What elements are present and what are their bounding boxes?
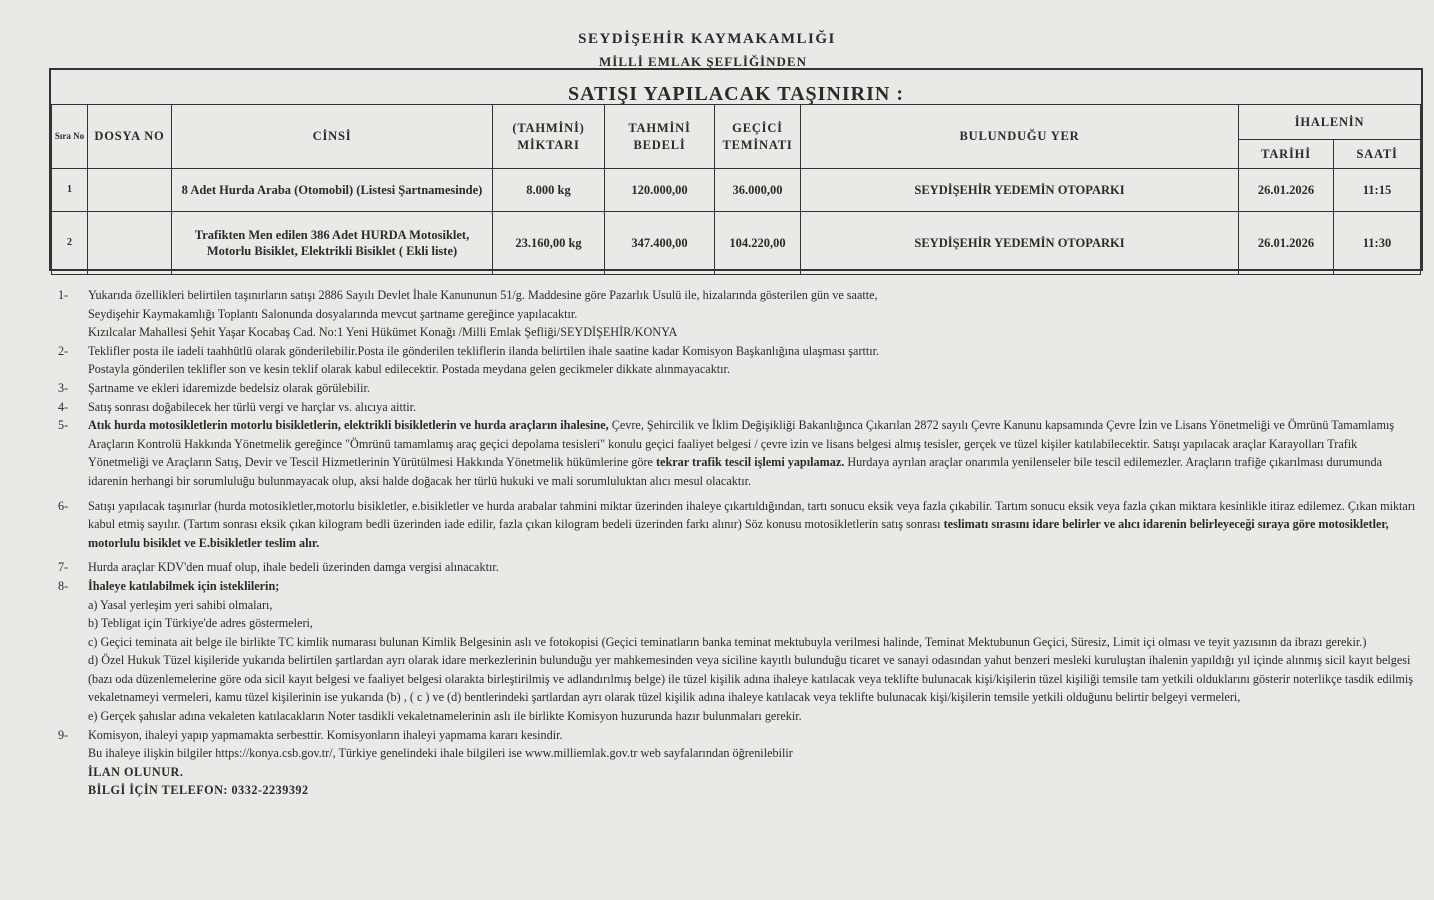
cell-miktar: 8.000 kg — [493, 169, 605, 212]
contact-phone: BİLGİ İÇİN TELEFON: 0332-2239392 — [88, 783, 309, 798]
col-sira: Sıra No — [52, 105, 88, 169]
note-number: 4- — [58, 399, 69, 414]
sale-table — [51, 104, 1421, 275]
cell-dosya — [88, 169, 172, 212]
cell-yer: SEYDİŞEHİR YEDEMİN OTOPARKI — [801, 169, 1239, 212]
col-dosya: DOSYA NO — [88, 105, 172, 169]
note-7 — [58, 558, 1420, 577]
note-8-e: e) Gerçek şahıslar adına vekaleten katılacakların Noter tasdikli vekaletnamelerinin aslı ile birlikte Komisyon huzurunda hazır bulunmaları gerekir. — [88, 709, 802, 724]
col-teminat: GEÇİCİ TEMİNATI — [715, 105, 801, 169]
cell-teminat: 104.220,00 — [715, 212, 801, 275]
cell-saat: 11:15 — [1334, 169, 1421, 212]
note-text: Hurdaya ayrılan araçlar onarımla yenilenseler bile tescil edilemezler. Araçların trafiğe çıkarılması durumunda idarenin herhangi bir sorumluluğu bulunmayacak olup, aksi halde doğacak her türlü hukuki ve mali sorumluluktan alıcı mesul olacaktır. — [88, 455, 1382, 488]
note-line: Satış sonrası doğabilecek her türlü vergi ve harçlar vs. alıcıya aittir. — [88, 399, 417, 414]
note-text: Çevre, Şehircilik ve İklim Değişikliği Bakanlığınca Çıkarılan 2872 sayılı Çevre Kanunu kapsamında Çevre İzin ve Lisans Yönetmeliği ve Ömrünü Tamamlamış Araçların Kontrolü Hakkında Yönetmelik gereğince "Ömrünü tamamlamış araç geçici depolama tesisleri" konulu geçici faaliyet belgesi / çevre izin ve lisans belgesi almış tesisler, gerçek ve tüzel kişiler katılabilecektir. Satışı yapılacak araçlar Karayolları Trafik Yönetmeliği ve Araçların Satış, Devir ve Tescil Hizmetlerinin Yürütülmesi Hakkında Yönetmelik hükümlerine göre — [88, 418, 1395, 470]
note-text: Satışı yapılacak taşınırlar (hurda motosikletler,motorlu bisikletler, e.bisikletler ve hurda arabalar tahmini miktar üzerinden ihaleye çıkartıldığından, tartı sonucu eksik veya fazla çıkabilir. Tartım sonucu eksik veya fazla çıkan miktara kesinlikle itiraz edilemez. Çıkan miktarı kabul etmiş sayılır. (Tartım sonrası eksik çıkan kilogram bedli üzerinden iade edilir, fazla çıkan kilogram bedeli üzerinden farkı alınır) Söz konusu motosikletlerin satış sonrası — [88, 498, 1416, 532]
note-line: Hurda araçlar KDV'den muaf olup, ihale bedeli üzerinden damga vergisi alınacaktır. — [88, 560, 499, 575]
note-line: Yukarıda özellikleri belirtilen taşınırların satışı 2886 Sayılı Devlet İhale Kanununun 51/g. Maddesine göre Pazarlık Usulü ile, hizalarında gösterilen gün ve saatte, — [88, 288, 878, 302]
cell-tarih: 26.01.2026 — [1239, 212, 1334, 275]
cell-sira: 1 — [52, 169, 88, 212]
note-6 — [58, 497, 1420, 553]
note-paragraph — [88, 497, 1420, 553]
note-8-b: b) Tebligat için Türkiye'de adres göstermeleri, — [88, 616, 313, 631]
note-line: İhaleye katılabilmek için isteklilerin; — [88, 578, 280, 593]
note-number: 6- — [58, 498, 69, 513]
note-line: Komisyon, ihaleyi yapıp yapmamakta serbesttir. Komisyonların ihaleyi yapmama kararı kesindir. — [88, 727, 563, 742]
header-office: SEYDİŞEHİR KAYMAKAMLIĞI — [578, 31, 836, 47]
col-cinsi: CİNSİ — [172, 105, 493, 169]
table-title: SATIŞI YAPILACAK TAŞINIRIN : — [567, 83, 905, 105]
note-number: 9- — [58, 727, 69, 742]
col-yer: BULUNDUĞU YER — [801, 105, 1239, 169]
cell-dosya — [88, 212, 172, 275]
cell-cinsi: Trafikten Men edilen 386 Adet HURDA Motosiklet, Motorlu Bisiklet, Elektrikli Bisiklet ( Ekli liste) — [172, 212, 493, 275]
cell-yer: SEYDİŞEHİR YEDEMİN OTOPARKI — [801, 212, 1239, 275]
col-saat: SAATİ — [1334, 140, 1421, 169]
col-tarih: TARİHİ — [1239, 140, 1334, 169]
cell-tarih: 26.01.2026 — [1239, 169, 1334, 212]
note-2 — [58, 342, 1420, 379]
note-line: Postayla gönderilen teklifler son ve kesin teklif olarak kabul edilecektir. Postada meydana gelen gecikmeler dikkate alınmayacaktır. — [88, 362, 730, 377]
col-ihale: İHALENİN — [1239, 105, 1421, 140]
note-emphasis: tekrar trafik tescil işlemi yapılamaz. — [655, 455, 845, 470]
note-line: Şartname ve ekleri idaremizde bedelsiz olarak görülebilir. — [88, 380, 370, 395]
note-line: Kızılcalar Mahallesi Şehit Yaşar Kocabaş Cad. No:1 Yeni Hükümet Konağı /Milli Emlak Şefliği/SEYDİŞEHİR/KONYA — [88, 325, 678, 340]
note-8 — [58, 577, 1420, 726]
note-emphasis: teslimatı sırasını idare belirler ve alıcı idarenin belirleyeceği sıraya göre motosikletler, motorlulu bisiklet ve E.bisikletler teslim alır. — [88, 517, 1389, 550]
ilan-olunur: İLAN OLUNUR. — [88, 764, 184, 779]
note-9 — [58, 726, 1420, 800]
note-number: 2- — [58, 343, 69, 358]
col-bedel: TAHMİNİ BEDELİ — [605, 105, 715, 169]
cell-bedel: 120.000,00 — [605, 169, 715, 212]
note-paragraph — [88, 416, 1420, 490]
sale-table-frame — [49, 68, 1423, 271]
note-1 — [58, 286, 1420, 342]
note-8-a: a) Yasal yerleşim yeri sahibi olmaları, — [88, 597, 273, 612]
note-number: 3- — [58, 380, 69, 395]
cell-bedel: 347.400,00 — [605, 212, 715, 275]
note-3 — [58, 379, 1420, 398]
header-department: MİLLİ EMLAK ŞEFLİĞİNDEN — [599, 54, 807, 69]
table-row — [52, 212, 1421, 275]
cell-saat: 11:30 — [1334, 212, 1421, 275]
note-line: Seydişehir Kaymakamlığı Toplantı Salonunda dosyalarında mevcut şartname gereğince yapılacaktır. — [88, 306, 578, 321]
note-line: Teklifler posta ile iadeli taahhütlü olarak gönderilebilir.Posta ile gönderilen tekliflerin ilanda belirtilen ihale saatine kadar Komisyon Başkanlığına ulaşması şarttır. — [88, 343, 880, 358]
cell-teminat: 36.000,00 — [715, 169, 801, 212]
info-line: Bu ihaleye ilişkin bilgiler https://konya.csb.gov.tr/, Türkiye genelindeki ihale bilgileri ise www.milliemlak.gov.tr web sayfalarından öğrenilebilir — [88, 746, 793, 761]
table-row — [52, 169, 1421, 212]
note-number: 1- — [58, 288, 69, 302]
note-number: 5- — [58, 418, 69, 433]
note-8-c: c) Geçici teminata ait belge ile birlikte TC kimlik numarası bulunan Kimlik Belgesinin aslı ve fotokopisi (Geçici teminatların banka teminat mektubuyla verilmesi halinde, Teminat Mektubunun Geçici, Süresiz, Limit içi olması ve teyit yazısının da ibrazı gerekir.) — [88, 634, 1367, 649]
conditions-list — [58, 286, 1420, 800]
note-number: 7- — [58, 560, 69, 575]
cell-sira: 2 — [52, 212, 88, 275]
note-emphasis: Atık hurda motosikletlerin motorlu bisikletlerin, elektrikli bisikletlerin ve hurda araçların ihalesine, — [88, 418, 609, 433]
note-5 — [58, 416, 1420, 490]
note-4 — [58, 398, 1420, 417]
cell-cinsi: 8 Adet Hurda Araba (Otomobil) (Listesi Şartnamesinde) — [172, 169, 493, 212]
note-8-d: d) Özel Hukuk Tüzel kişileride yukarıda belirtilen şartlardan ayrı olarak idare merkezlerinin bulunduğu yer mahkemesinden veya siciline kayıtlı bulunduğu ticaret ve sanayi odasından yahut benzeri mesleki kuruluştan ihalenin yapıldığı yıl içinde alınmış sicil kayıt belgesi (bazı oda düzenlemelerine göre oda sicil kayıt belgesi ve faaliyet belgesi olarakta birleştirilmiş ve adlandırılmış belge) ile tüzel kişilik adına ihaleye katılacak veya teklifte bulunacak kişi/kişilerin tüzel kişiliği temsile tam yetkili olduklarını gösterir noterlikçe tasdik edilmiş vekaletnameyi vermeleri, kamu tüzel kişilerinin ise yukarıda (b) , ( c ) ve (d) bentlerindeki şartlardan ayrı olarak tüzel kişilik adına ihaleye katılacak veya teklifte bulunacak kişi/kişilerin temsile yetkili olduğunu belirtir belgeyi vermeleri, — [88, 653, 1413, 705]
col-miktar: (TAHMİNİ) MİKTARI — [493, 105, 605, 169]
cell-miktar: 23.160,00 kg — [493, 212, 605, 275]
note-number: 8- — [58, 578, 69, 593]
